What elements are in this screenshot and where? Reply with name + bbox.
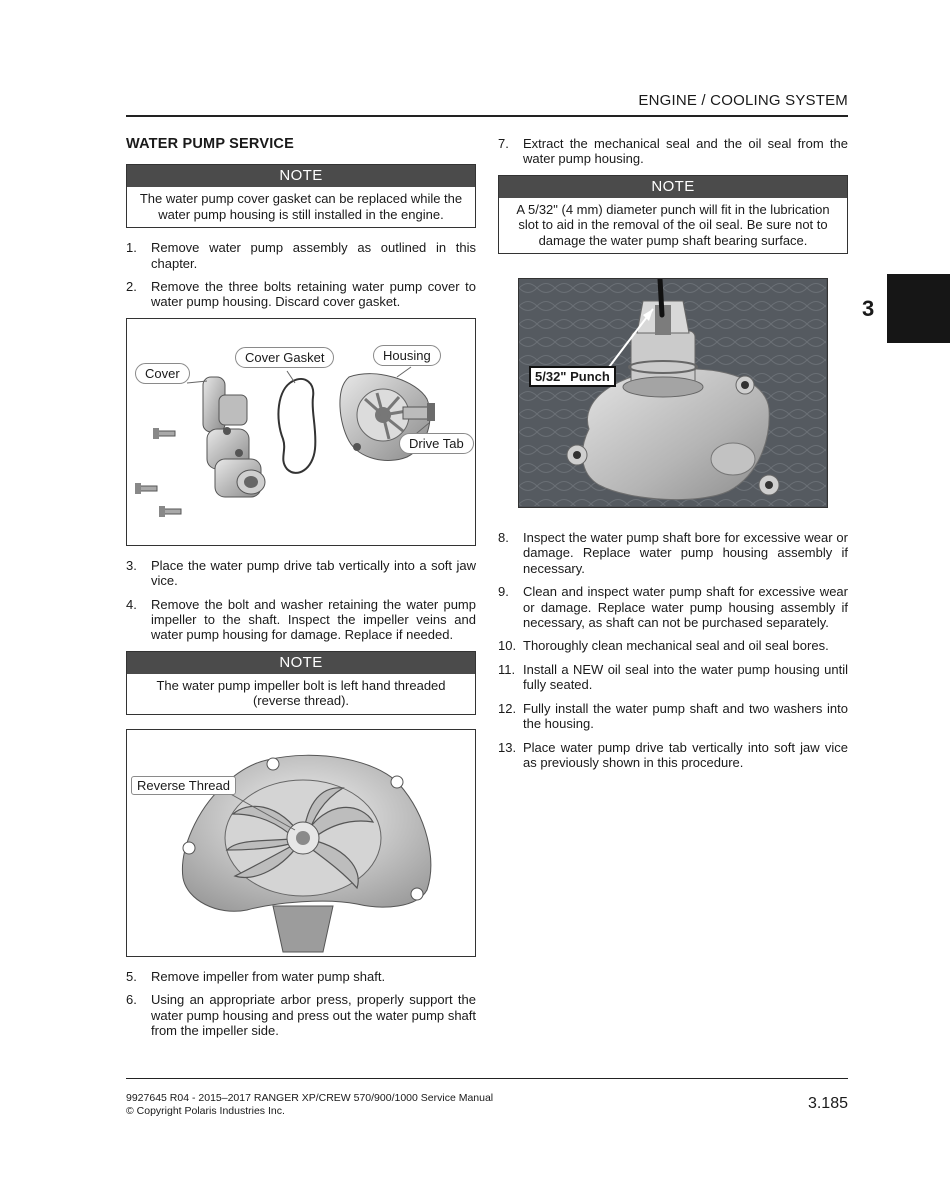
step-number: 1. <box>126 240 137 256</box>
step-13 <box>498 740 848 771</box>
step-5 <box>126 969 476 984</box>
step-text: Using an appropriate arbor press, properly support the water pump housing and press out the water pump shaft from the impeller side. <box>151 992 476 1038</box>
step-number: 4. <box>126 596 137 612</box>
note-box-punch <box>498 175 848 254</box>
figure-water-pump-exploded <box>126 318 476 546</box>
note-text: The water pump impeller bolt is left hand threaded (reverse thread). <box>156 677 446 709</box>
step-number: 13. <box>498 739 517 755</box>
step-number: 5. <box>126 968 137 984</box>
step-number: 11. <box>498 661 516 677</box>
callout-housing: Housing <box>373 345 441 366</box>
step-number: 6. <box>126 992 137 1008</box>
step-2 <box>126 279 476 310</box>
step-text: Remove impeller from water pump shaft. <box>151 968 386 984</box>
cover-gasket-part <box>278 379 315 473</box>
footer-rule <box>126 1078 848 1079</box>
right-column <box>498 136 848 778</box>
punch-photo-illustration <box>519 279 826 506</box>
step-text: Clean and inspect water pump shaft for excessive wear or damage. Replace water pump housing assembly if necessary, as shaft can not be purchased separately. <box>523 584 848 631</box>
left-column <box>126 136 476 1046</box>
page-header-title: ENGINE / COOLING SYSTEM <box>638 92 848 109</box>
punch-tool <box>660 279 662 315</box>
step-8 <box>498 530 848 576</box>
step-text: Remove the three bolts retaining water pump cover to water pump housing. Discard cover gasket. <box>151 279 476 310</box>
footer-document-info <box>126 1092 493 1118</box>
step-12 <box>498 701 848 732</box>
pump-shaft-housing <box>273 906 333 952</box>
step-10 <box>498 638 848 653</box>
section-title: WATER PUMP SERVICE <box>126 136 294 152</box>
step-text: Place water pump drive tab vertically into soft jaw vice as previously shown in this procedure. <box>523 739 848 770</box>
callout-drive-tab: Drive Tab <box>399 433 474 454</box>
step-text: Install a NEW oil seal into the water pump housing until fully seated. <box>523 661 848 693</box>
step-number: 8. <box>498 530 509 546</box>
step-6 <box>126 992 476 1038</box>
note-heading: NOTE <box>127 165 475 187</box>
chapter-number: 3 <box>862 296 875 321</box>
pump-cover-part <box>203 377 265 497</box>
note-text: The water pump cover gasket can be replaced while the water pump housing is still installed in the engine. <box>139 191 463 222</box>
callout-reverse-thread: Reverse Thread <box>131 776 236 795</box>
step-text: Remove the bolt and washer retaining the water pump impeller to the shaft. Inspect the impeller veins and water pump housing for damage. Replace if needed. <box>151 596 476 643</box>
page-number: 3.185 <box>807 1095 848 1112</box>
figure-impeller-reverse-thread <box>126 729 476 957</box>
step-text: Place the water pump drive tab vertically into a soft jaw vice. <box>151 557 476 589</box>
note-box-cover-gasket <box>126 164 476 228</box>
footer-copyright: © Copyright Polaris Industries Inc. <box>126 1105 285 1117</box>
step-number: 7. <box>498 136 509 151</box>
step-text: Fully install the water pump shaft and two washers into the housing. <box>523 700 848 732</box>
step-9 <box>498 584 848 630</box>
bolts <box>135 428 181 517</box>
chapter-tab <box>887 274 950 343</box>
figure-punch-in-lubrication-slot <box>518 278 828 508</box>
step-3 <box>126 558 476 589</box>
callout-punch: 5/32" Punch <box>529 366 616 387</box>
step-4 <box>126 597 476 643</box>
note-box-reverse-thread <box>126 651 476 715</box>
callout-cover-gasket: Cover Gasket <box>235 347 334 368</box>
step-number: 12. <box>498 700 517 716</box>
step-7 <box>498 136 848 167</box>
step-number: 10. <box>498 638 517 654</box>
step-1 <box>126 240 476 271</box>
step-11 <box>498 662 848 693</box>
header-rule <box>126 115 848 117</box>
note-heading: NOTE <box>127 652 475 674</box>
step-text: Inspect the water pump shaft bore for excessive wear or damage. Replace water pump housing assembly if necessary. <box>523 530 848 576</box>
footer-doc-line: 9927645 R04 - 2015–2017 RANGER XP/CREW 570/900/1000 Service Manual <box>126 1092 494 1104</box>
step-text: Extract the mechanical seal and the oil seal from the water pump housing. <box>523 136 848 167</box>
step-number: 3. <box>126 557 137 573</box>
note-heading: NOTE <box>499 176 847 198</box>
step-number: 9. <box>498 584 509 600</box>
step-text: Remove water pump assembly as outlined in this chapter. <box>151 240 476 271</box>
note-text: A 5/32" (4 mm) diameter punch will fit in the lubrication slot to aid in the removal of the oil seal. Be sure not to damage the water pump shaft bearing surface. <box>516 201 830 248</box>
callout-cover: Cover <box>135 363 190 384</box>
impeller-bolt <box>296 831 310 845</box>
housing-leader-line <box>397 367 411 377</box>
step-text: Thoroughly clean mechanical seal and oil seal bores. <box>523 638 829 654</box>
step-number: 2. <box>126 279 137 295</box>
impeller-illustration <box>127 730 474 955</box>
